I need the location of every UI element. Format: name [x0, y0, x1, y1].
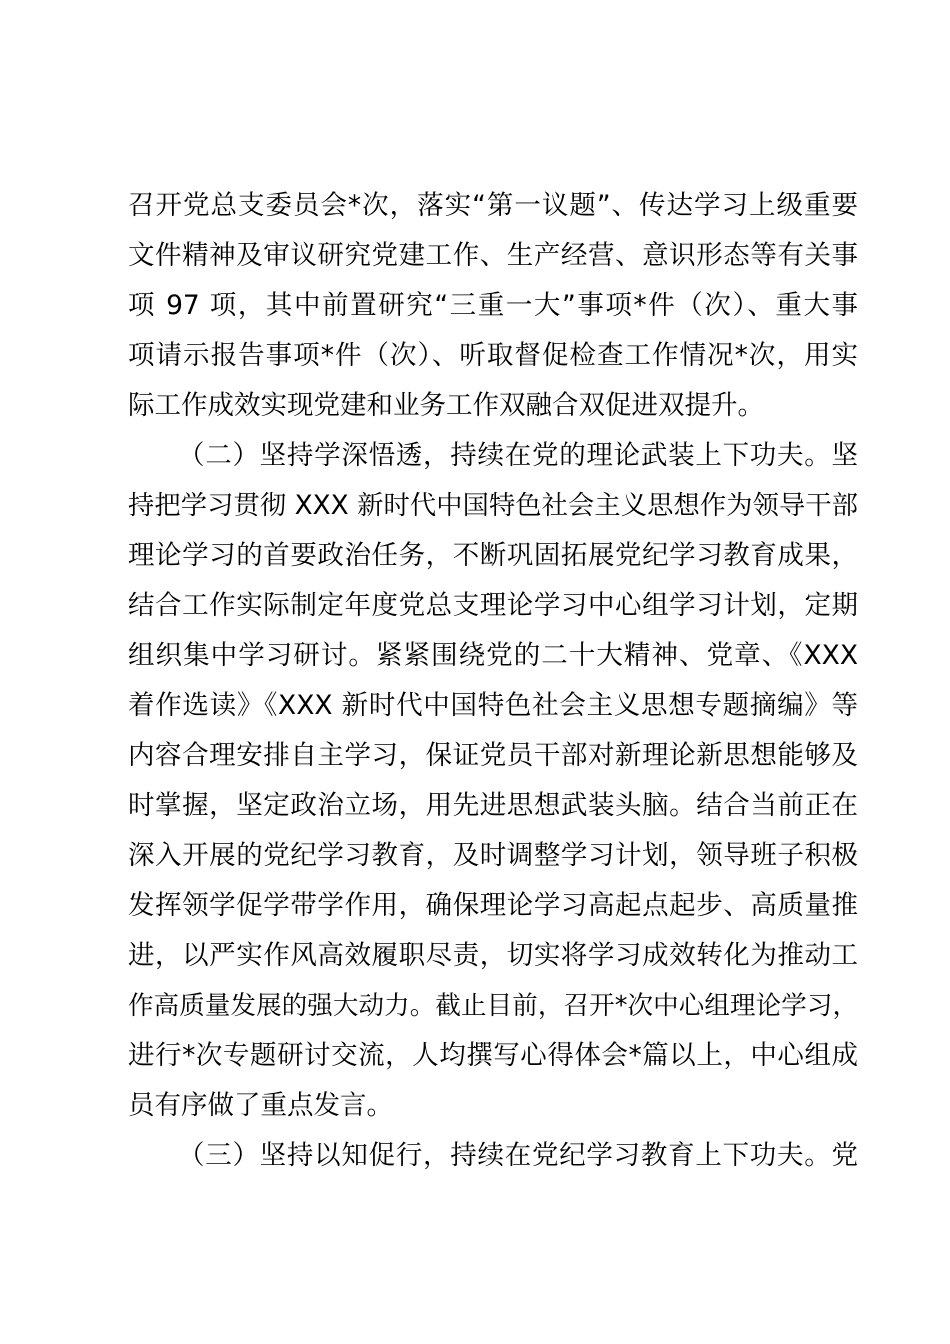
text-line: 理论学习的首要政治任务，不断巩固拓展党纪学习教育成果，	[128, 540, 858, 571]
paragraph-heading-line: （二）坚持学深悟透，持续在党的理论武装上下功夫。坚	[178, 440, 858, 471]
text-line: 组织集中学习研讨。紧紧围绕党的二十大精神、党章、《XXX	[128, 640, 858, 671]
text-line: 际工作成效实现党建和业务工作双融合双促进双提升。	[128, 390, 764, 421]
text-line: 作高质量发展的强大动力。截止目前，召开*次中心组理论学习，	[128, 991, 858, 1021]
text-line: 进行*次专题研讨交流，人均撰写心得体会*篇以上，中心组成	[128, 1040, 858, 1071]
text-line: 员有序做了重点发言。	[128, 1090, 393, 1121]
text-line: 项请示报告事项*件（次）、听取督促检查工作情况*次，用实	[128, 340, 858, 371]
paragraph-heading-line: （三）坚持以知促行，持续在党纪学习教育上下功夫。党	[178, 1140, 858, 1171]
text-line: 进，以严实作风高效履职尽责，切实将学习成效转化为推动工	[128, 940, 858, 971]
text-line: 深入开展的党纪学习教育，及时调整学习计划，领导班子积极	[128, 840, 858, 871]
text-line: 项 97 项，其中前置研究“三重一大”事项*件（次）、重大事	[128, 290, 858, 321]
text-line: 着作选读》《XXX 新时代中国特色社会主义思想专题摘编》等	[128, 690, 858, 721]
text-line: 发挥领学促学带学作用，确保理论学习高起点起步、高质量推	[128, 890, 858, 921]
text-line: 召开党总支委员会*次，落实“第一议题”、传达学习上级重要	[128, 190, 858, 221]
text-line: 内容合理安排自主学习，保证党员干部对新理论新思想能够及	[128, 740, 858, 771]
text-line: 文件精神及审议研究党建工作、生产经营、意识形态等有关事	[128, 240, 858, 271]
text-line: 时掌握，坚定政治立场，用先进思想武装头脑。结合当前正在	[128, 790, 858, 821]
text-line: 持把学习贯彻 XXX 新时代中国特色社会主义思想作为领导干部	[128, 491, 858, 521]
text-line: 结合工作实际制定年度党总支理论学习中心组学习计划，定期	[128, 590, 858, 621]
